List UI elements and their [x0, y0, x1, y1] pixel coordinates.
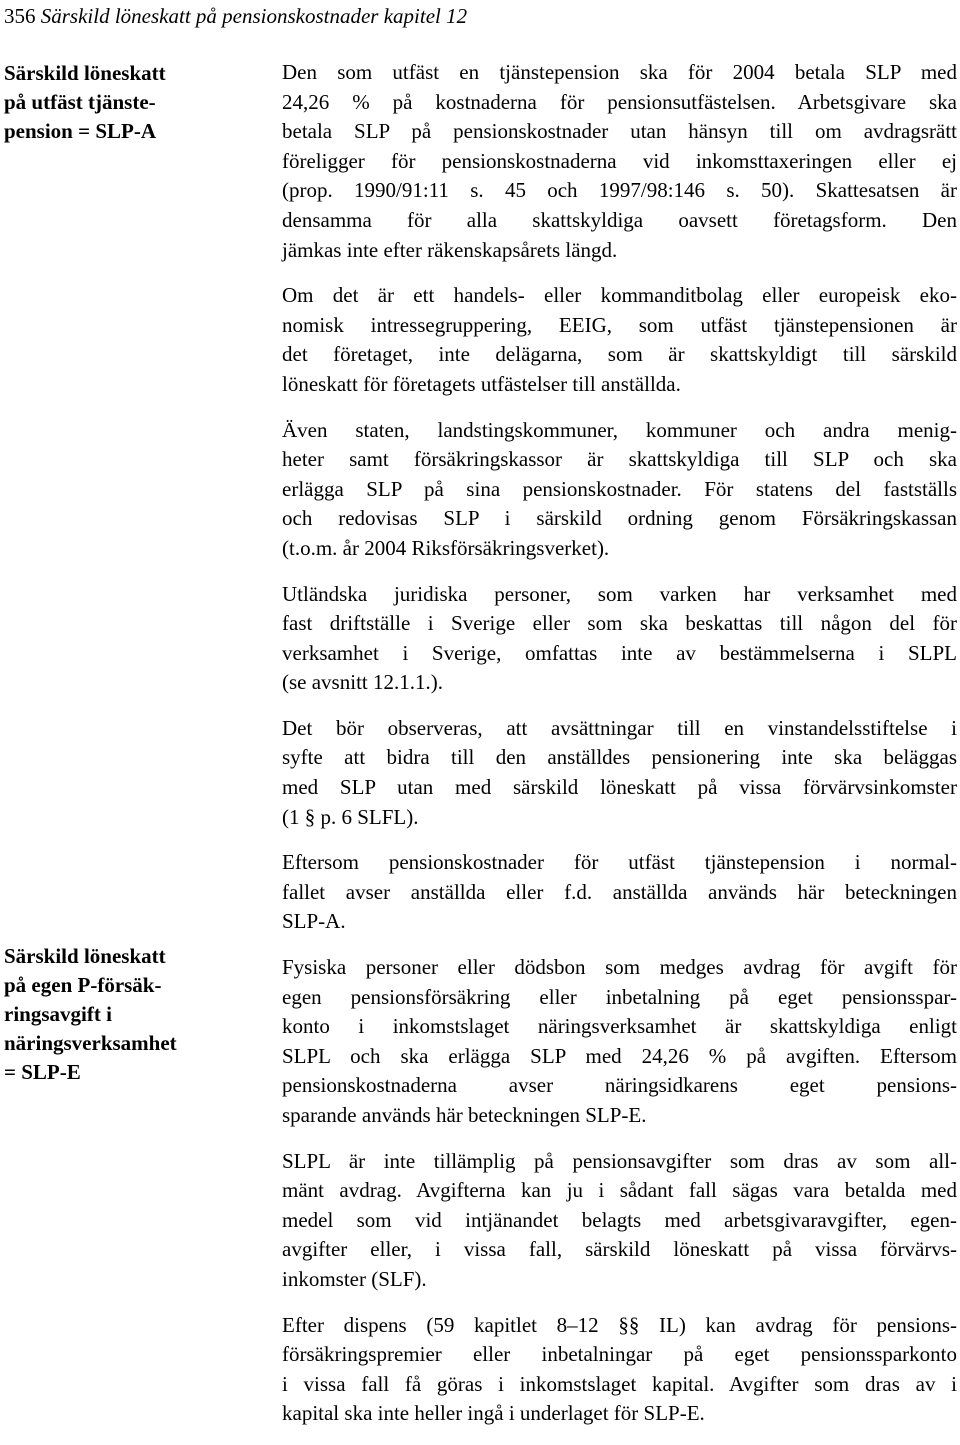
- text-line: fallet avser anställda eller f.d. anställda används här beteckningen: [282, 879, 957, 904]
- text-line: betala SLP på pensionskostnader utan hänsyn till om avdragsrätt: [282, 119, 957, 144]
- text-line: det företaget, inte delägarna, som är skattskyldigt till särskild: [282, 342, 957, 367]
- paragraph-general-deduction: [282, 1147, 957, 1295]
- text-line: SLPL och ska erlägga SLP med 24,26 % på avgiften. Eftersom: [282, 1043, 957, 1068]
- text-line: (t.o.m. år 2004 Riksförsäkringsverket).: [282, 535, 610, 560]
- text-line: Den som utfäst en tjänstepension ska för 2004 betala SLP med: [282, 60, 957, 84]
- margin-note-line: på egen P-försäk-: [4, 973, 162, 997]
- paragraph-partnership: [282, 281, 957, 399]
- running-header: [4, 2, 467, 30]
- text-line: sparande används här beteckningen SLP-E.: [282, 1103, 647, 1127]
- text-line: Efter dispens (59 kapitlet 8–12 §§ IL) kan avdrag för pensions-: [282, 1312, 957, 1337]
- text-line: med SLP utan med särskild löneskatt på vissa förvärvsinkomster: [282, 775, 957, 800]
- margin-note-line: Särskild löneskatt: [4, 944, 166, 968]
- text-line: föreligger för pensionskostnaderna vid inkomsttaxeringen eller ej: [282, 148, 957, 173]
- paragraph-slp-a-term: [282, 848, 957, 937]
- text-line: 24,26 % på kostnaderna för pensionsutfästelsen. Arbetsgivare ska: [282, 89, 957, 114]
- text-line: fast driftställe i Sverige eller som ska beskattas till någon del för: [282, 611, 957, 636]
- text-line: (1 § p. 6 SLFL).: [282, 804, 419, 829]
- text-line: medel som vid intjänandet belagts med arbetsgivaravgifter, egen-: [282, 1207, 957, 1232]
- text-line: (se avsnitt 12.1.1.).: [282, 670, 443, 695]
- paragraph-slp-rate: [282, 58, 957, 265]
- text-line: heter samt försäkringskassor är skattskyldiga till SLP och ska: [282, 447, 957, 472]
- margin-note-line: Särskild löneskatt: [4, 61, 166, 85]
- running-title: Särskild löneskatt på pensionskostnader kapitel 12: [40, 4, 468, 28]
- body-text: [282, 58, 957, 1445]
- text-line: avgifter eller, i vissa fall, särskild löneskatt på vissa förvärvs-: [282, 1237, 957, 1262]
- margin-note-line: näringsverksamhet: [4, 1031, 177, 1055]
- text-line: konto i inkomstslaget näringsverksamhet är skattskyldiga enligt: [282, 1014, 957, 1039]
- text-line: densamma för alla skattskyldiga oavsett företagsform. Den: [282, 207, 957, 232]
- margin-note-line: ringsavgift i: [4, 1002, 112, 1026]
- text-line: i vissa fall få göras i inkomstslaget kapital. Avgifter som dras av i: [282, 1371, 957, 1396]
- text-line: Fysiska personer eller dödsbon som medges avdrag för avgift för: [282, 955, 957, 980]
- text-line: nomisk intressegruppering, EEIG, som utfäst tjänstepensionen är: [282, 312, 957, 337]
- text-line: (prop. 1990/91:11 s. 45 och 1997/98:146 s. 50). Skattesatsen är: [282, 178, 957, 203]
- margin-note-line: på utfäst tjänste-: [4, 90, 156, 114]
- margin-note-slp-e: [4, 942, 229, 1087]
- text-line: Om det är ett handels- eller kommanditbolag eller europeisk eko-: [282, 283, 957, 308]
- page-number: 356: [4, 4, 36, 28]
- text-line: Även staten, landstingskommuner, kommuner och andra menig-: [282, 417, 957, 442]
- text-line: erlägga SLP på sina pensionskostnader. För statens del fastställs: [282, 476, 957, 501]
- text-line: SLP-A.: [282, 909, 346, 934]
- paragraph-foreign-entities: [282, 580, 957, 698]
- margin-note-slp-a: [4, 59, 229, 146]
- text-line: egen pensionsförsäkring eller inbetalning på eget pensionsspar-: [282, 984, 957, 1009]
- text-line: försäkringspremier eller inbetalningar på eget pensionssparkonto: [282, 1342, 957, 1367]
- text-line: pensionskostnaderna avser näringsidkarens eget pensions-: [282, 1073, 957, 1098]
- text-line: inkomster (SLF).: [282, 1266, 427, 1291]
- text-line: Eftersom pensionskostnader för utfäst tjänstepension i normal-: [282, 850, 957, 875]
- paragraph-dispensation: [282, 1311, 957, 1429]
- text-line: löneskatt för företagets utfästelser till anställda.: [282, 371, 681, 396]
- text-line: Utländska juridiska personer, som varken har verksamhet med: [282, 581, 957, 606]
- text-line: Det bör observeras, att avsättningar till en vinstandelsstiftelse i: [282, 715, 957, 740]
- paragraph-state: [282, 416, 957, 564]
- text-line: syfte att bidra till den anställdes pensionering inte ska beläggas: [282, 745, 957, 770]
- text-line: kapital ska inte heller ingå i underlaget för SLP-E.: [282, 1401, 705, 1426]
- text-line: mänt avdrag. Avgifterna kan ju i sådant fall sägas vara betalda med: [282, 1178, 957, 1203]
- margin-note-line: = SLP-E: [4, 1060, 81, 1084]
- text-line: jämkas inte efter räkenskapsårets längd.: [282, 237, 618, 262]
- text-line: verksamhet i Sverige, omfattas inte av bestämmelserna i SLPL: [282, 640, 957, 665]
- margin-note-line: pension = SLP-A: [4, 119, 157, 143]
- text-line: SLPL är inte tillämplig på pensionsavgifter som dras av som all-: [282, 1148, 957, 1173]
- text-line: och redovisas SLP i särskild ordning genom Försäkringskassan: [282, 506, 957, 531]
- paragraph-slp-e: [282, 953, 957, 1131]
- paragraph-profit-sharing: [282, 714, 957, 832]
